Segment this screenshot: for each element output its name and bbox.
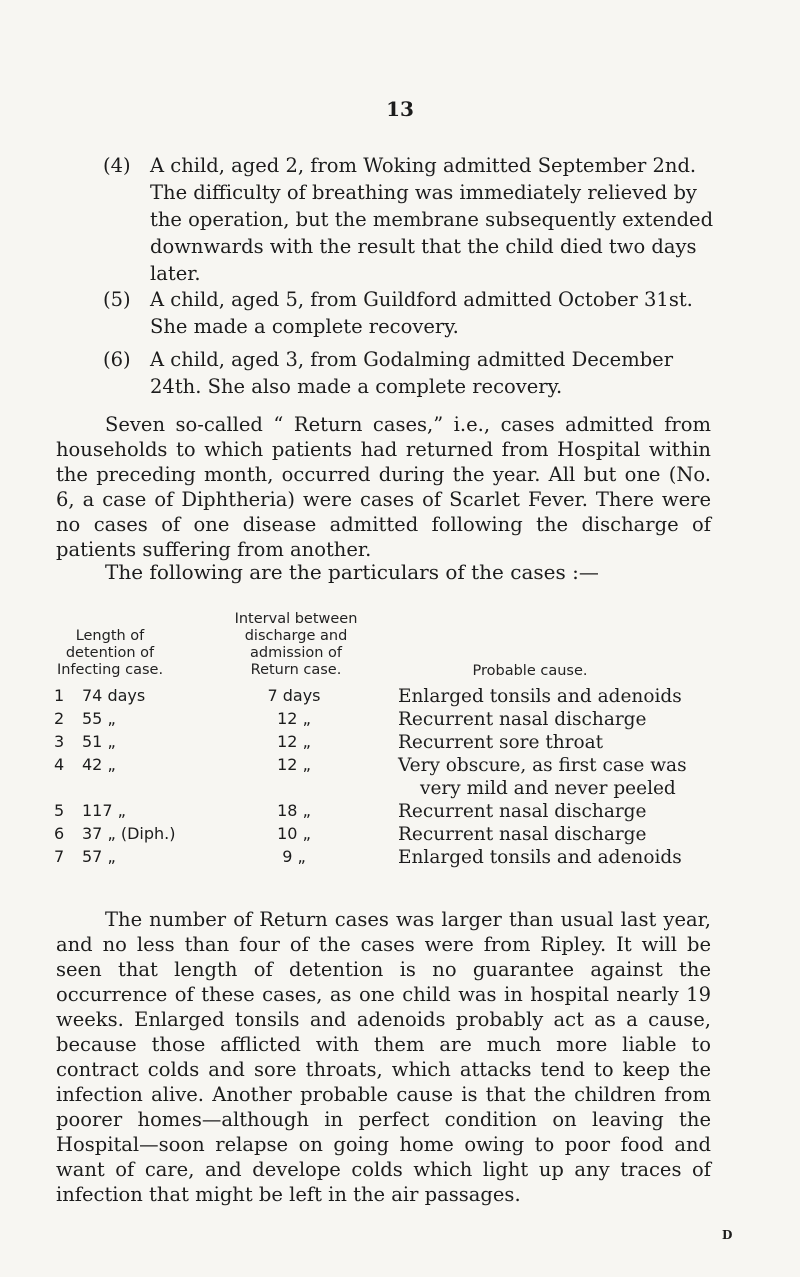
row-interval: 12 „: [277, 732, 311, 751]
row-cause: Recurrent nasal discharge: [398, 801, 647, 822]
table-row: [0, 824, 800, 846]
header-line: discharge and: [244, 628, 348, 644]
header-interval: [206, 611, 386, 679]
case-number: (6): [103, 348, 131, 371]
table-row: [0, 686, 800, 708]
table-row: [0, 801, 800, 823]
header-cause: Probable cause.: [472, 663, 588, 679]
row-index: 1: [54, 686, 65, 705]
case-number: (4): [103, 154, 131, 177]
row-index: 6: [54, 824, 65, 843]
row-detention: 74 days: [82, 686, 146, 705]
row-interval: 12 „: [277, 709, 311, 728]
row-detention: 51 „: [82, 732, 116, 751]
case-number: (5): [103, 288, 131, 311]
row-index: 2: [54, 709, 65, 728]
table-intro: The following are the particulars of the cases :—: [105, 560, 599, 584]
header-line: Interval between: [234, 611, 358, 627]
row-cause: Enlarged tonsils and adenoids: [398, 847, 682, 868]
row-interval: 18 „: [277, 801, 311, 820]
row-index: 7: [54, 847, 65, 866]
header-line: Length of: [75, 628, 145, 644]
table-row: [0, 709, 800, 731]
row-index: 3: [54, 732, 65, 751]
table-row: [0, 732, 800, 754]
case-item: [103, 286, 715, 340]
row-detention: 57 „: [82, 847, 116, 866]
footer-signature-mark: D: [722, 1228, 733, 1242]
row-interval: 7 days: [267, 686, 321, 705]
case-text: A child, aged 3, from Godalming admitted December 24th. She also made a complete recovery.: [150, 348, 674, 398]
row-index: 5: [54, 801, 65, 820]
row-cause: Recurrent nasal discharge: [398, 709, 647, 730]
row-cause: Very obscure, as first case was: [398, 755, 687, 776]
row-detention: 117 „: [82, 801, 126, 820]
row-cause: Recurrent sore throat: [398, 732, 604, 753]
page-number: 13: [386, 97, 414, 121]
case-text: A child, aged 2, from Woking admitted September 2nd. The difficulty of breathing was immediately relieved by the operation, but the membrane subsequently extended downwards with the result that the child died two days later.: [150, 154, 714, 285]
case-text: A child, aged 5, from Guildford admitted October 31st. She made a complete recovery.: [150, 288, 693, 338]
row-cause: Enlarged tonsils and adenoids: [398, 686, 682, 707]
header-line: Return case.: [250, 662, 342, 678]
row-detention: 37 „ (Diph.): [82, 824, 176, 843]
header-detention: [50, 628, 170, 679]
case-item: [103, 346, 715, 400]
row-cause-continued: very mild and never peeled: [420, 778, 676, 799]
return-cases-paragraph: Seven so-called “ Return cases,” i.e., cases admitted from households to which patients had returned from Hospital within the preceding month, occurred during the year. All but one (No. 6, a case of Diphtheria) were cases of Scarlet Fever. There were no cases of one disease admitted following the discharge of patients suffering from another.: [56, 413, 711, 561]
row-detention: 42 „: [82, 755, 116, 774]
row-interval: 9 „: [282, 847, 306, 866]
row-interval: 12 „: [277, 755, 311, 774]
row-cause: Recurrent nasal discharge: [398, 824, 647, 845]
header-line: Infecting case.: [56, 662, 164, 678]
table-row: [0, 847, 800, 869]
table-row: [0, 755, 800, 801]
row-interval: 10 „: [277, 824, 311, 843]
row-index: 4: [54, 755, 65, 774]
header-line: admission of: [249, 645, 343, 661]
header-line: detention of: [65, 645, 155, 661]
case-item: [103, 152, 715, 287]
row-detention: 55 „: [82, 709, 116, 728]
discussion-paragraph: The number of Return cases was larger than usual last year, and no less than four of the cases were from Ripley. It will be seen that length of detention is no guarantee against the occurrence of these cases, as one child was in hospital nearly 19 weeks. Enlarged tonsils and adenoids probably act as a cause, because those afflicted with them are much more liable to contract colds and sore throats, which attacks tend to keep the infection alive. Another probable cause is that the children from poorer homes—although in perfect condition on leaving the Hospital—soon relapse on going home owing to poor food and want of care, and develope colds which light up any traces of infection that might be left in the air passages.: [56, 908, 711, 1206]
